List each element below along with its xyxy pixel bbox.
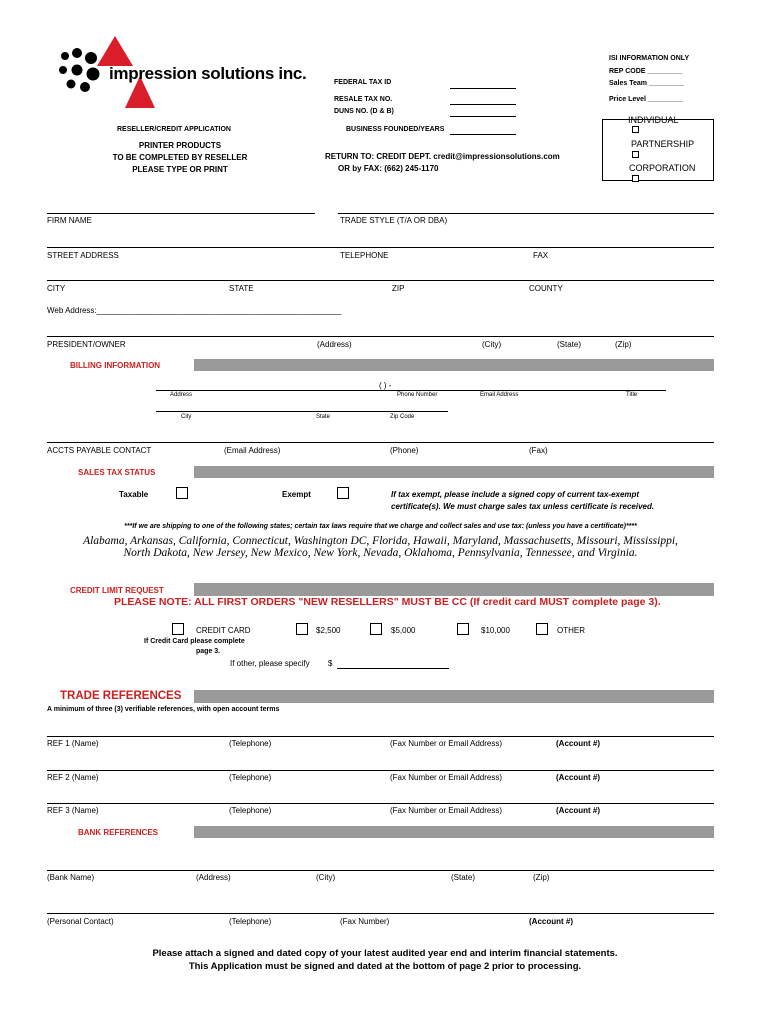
cc-note-1: If Credit Card please complete bbox=[144, 638, 245, 645]
billing-city-field[interactable] bbox=[156, 411, 448, 412]
form-subtitle bbox=[80, 140, 280, 176]
accts-payable-label: ACCTS PAYABLE CONTACT bbox=[47, 446, 152, 455]
street-address-label: STREET ADDRESS bbox=[47, 251, 119, 260]
credit-2500-label: $2,500 bbox=[316, 626, 341, 635]
bank-state-label: (State) bbox=[451, 873, 476, 882]
ref-3-name: REF 3 (Name) bbox=[47, 806, 99, 815]
corporation-label: CORPORATION bbox=[629, 163, 696, 173]
bank-refs-heading: BANK REFERENCES bbox=[78, 828, 159, 837]
bank-zip-label: (Zip) bbox=[533, 873, 550, 882]
business-founded-field[interactable] bbox=[450, 134, 516, 135]
bank-fax-label: (Fax Number) bbox=[340, 917, 390, 926]
taxable-checkbox[interactable] bbox=[176, 487, 188, 499]
credit-5000-label: $5,000 bbox=[391, 626, 416, 635]
subtitle-line-1: PRINTER PRODUCTS bbox=[138, 141, 222, 150]
state-label: STATE bbox=[229, 284, 254, 293]
ref-1-account: (Account #) bbox=[556, 739, 600, 748]
ref-3-fax: (Fax Number or Email Address) bbox=[390, 806, 503, 815]
bank-city-label: (City) bbox=[316, 873, 336, 882]
trade-style-field[interactable] bbox=[338, 213, 714, 214]
return-to-line-2: OR by FAX: (662) 245-1170 bbox=[338, 164, 439, 173]
resale-tax-label: RESALE TAX NO. bbox=[334, 96, 393, 103]
billing-heading-bar bbox=[194, 359, 714, 371]
trade-refs-heading-bar bbox=[194, 690, 714, 703]
ref-2-phone: (Telephone) bbox=[229, 773, 272, 782]
sales-tax-heading-bar bbox=[194, 466, 714, 478]
president-zip-label: (Zip) bbox=[615, 340, 632, 349]
billing-phone-field[interactable]: ( ) - bbox=[379, 381, 392, 390]
credit-5000-checkbox[interactable] bbox=[370, 623, 382, 635]
taxable-label: Taxable bbox=[119, 490, 149, 499]
president-owner-label: PRESIDENT/OWNER bbox=[47, 340, 126, 349]
president-city-label: (City) bbox=[482, 340, 502, 349]
business-founded-label: BUSINESS FOUNDED/YEARS bbox=[346, 126, 445, 133]
isi-info-title: ISI INFORMATION ONLY bbox=[609, 55, 690, 62]
footer-line-2: This Application must be signed and dated at the bottom of page 2 prior to processing. bbox=[188, 961, 582, 972]
partnership-checkbox[interactable] bbox=[632, 151, 639, 158]
states-list-2: North Dakota, New Jersey, New Mexico, New York, Nevada, Oklahoma, Pennsylvania, Tennessee, and Virginia. bbox=[123, 547, 638, 559]
federal-tax-id-label: FEDERAL TAX ID bbox=[334, 79, 392, 86]
personal-contact-field[interactable] bbox=[47, 913, 714, 914]
credit-other-label: OTHER bbox=[557, 626, 585, 635]
individual-label: INDIVIDUAL bbox=[628, 115, 679, 125]
bank-refs-heading-bar bbox=[194, 826, 714, 838]
ref-1-name: REF 1 (Name) bbox=[47, 739, 99, 748]
tax-exempt-note-2: certificate(s). We must charge sales tax unless certificate is received. bbox=[391, 502, 655, 511]
billing-email-label: Email Address bbox=[480, 392, 519, 398]
price-level-field[interactable]: Price Level _________ bbox=[609, 96, 683, 103]
credit-2500-checkbox[interactable] bbox=[296, 623, 308, 635]
sales-tax-heading: SALES TAX STATUS bbox=[78, 468, 156, 477]
bank-account-label: (Account #) bbox=[529, 917, 573, 926]
subtitle-line-3: PLEASE TYPE OR PRINT bbox=[132, 165, 228, 174]
trade-refs-subtitle: A minimum of three (3) verifiable references, with open account terms bbox=[47, 706, 280, 713]
trade-refs-heading: TRADE REFERENCES bbox=[60, 690, 182, 702]
city-field[interactable] bbox=[47, 280, 714, 281]
ref-3-phone: (Telephone) bbox=[229, 806, 272, 815]
ref-3-account: (Account #) bbox=[556, 806, 600, 815]
duns-field[interactable] bbox=[450, 116, 516, 117]
federal-tax-id-field[interactable] bbox=[450, 88, 516, 89]
return-to-line-1: RETURN TO: CREDIT DEPT. credit@impressionsolutions.com bbox=[325, 152, 560, 161]
billing-title-label: Title bbox=[626, 392, 638, 398]
billing-address-field[interactable] bbox=[156, 390, 666, 391]
telephone-label: TELEPHONE bbox=[340, 251, 389, 260]
ref-2-fax: (Fax Number or Email Address) bbox=[390, 773, 503, 782]
individual-checkbox[interactable] bbox=[632, 126, 639, 133]
president-state-label: (State) bbox=[557, 340, 582, 349]
bank-telephone-label: (Telephone) bbox=[229, 917, 272, 926]
trade-style-label: TRADE STYLE (T/A OR DBA) bbox=[340, 216, 448, 225]
ref-2-name: REF 2 (Name) bbox=[47, 773, 99, 782]
fax-label: FAX bbox=[533, 251, 549, 260]
resale-tax-field[interactable] bbox=[450, 104, 516, 105]
bank-name-field[interactable] bbox=[47, 870, 714, 871]
company-logo bbox=[55, 36, 307, 108]
billing-phone-number-label: Phone Number bbox=[397, 392, 438, 398]
billing-zip-label: Zip Code bbox=[390, 414, 415, 420]
web-address-field[interactable]: Web Address:_______________________________________________________ bbox=[47, 306, 342, 315]
credit-10000-label: $10,000 bbox=[481, 626, 510, 635]
ref-2-account: (Account #) bbox=[556, 773, 600, 782]
footer-line-1: Please attach a signed and dated copy of your latest audited year end and interim financial statements. bbox=[152, 948, 618, 959]
credit-note: PLEASE NOTE: ALL FIRST ORDERS "NEW RESELLERS" MUST BE CC (If credit card MUST complete page 3). bbox=[114, 596, 661, 608]
county-label: COUNTY bbox=[529, 284, 563, 293]
duns-label: DUNS NO. (D & B) bbox=[334, 108, 394, 115]
credit-card-label: CREDIT CARD bbox=[196, 626, 251, 635]
accts-payable-field[interactable] bbox=[47, 442, 714, 443]
dollar-sign: $ bbox=[328, 659, 333, 668]
president-owner-field[interactable] bbox=[47, 336, 714, 337]
zip-label: ZIP bbox=[392, 284, 405, 293]
rep-code-field[interactable]: REP CODE _________ bbox=[609, 68, 683, 75]
credit-card-checkbox[interactable] bbox=[172, 623, 184, 635]
billing-address-label: Address bbox=[170, 392, 193, 398]
ref-2-field[interactable] bbox=[47, 770, 714, 771]
credit-limit-heading: CREDIT LIMIT REQUEST bbox=[70, 586, 164, 595]
credit-other-checkbox[interactable] bbox=[536, 623, 548, 635]
states-intro: ***If we are shipping to one of the following states; certain tax laws require that we charge and collect sales and use tax: (unless you have a certificate)**** bbox=[124, 523, 637, 530]
if-other-label: If other, please specify bbox=[230, 659, 310, 668]
partnership-label: PARTNERSHIP bbox=[631, 139, 695, 149]
cc-note-2: page 3. bbox=[196, 648, 221, 655]
firm-name-field[interactable] bbox=[47, 213, 315, 214]
other-amount-field[interactable] bbox=[337, 668, 449, 669]
billing-state-label: State bbox=[316, 414, 331, 420]
exempt-checkbox[interactable] bbox=[337, 487, 349, 499]
exempt-label: Exempt bbox=[282, 490, 311, 499]
states-list-1: Alabama, Arkansas, California, Connecticut, Washington DC, Florida, Hawaii, Maryland, Massachusetts, Missouri, Mississippi, bbox=[83, 535, 678, 547]
personal-contact-label: (Personal Contact) bbox=[47, 917, 114, 926]
credit-limit-heading-bar bbox=[194, 583, 714, 596]
bank-address-label: (Address) bbox=[196, 873, 231, 882]
subtitle-line-2: TO BE COMPLETED BY RESELLER bbox=[112, 153, 248, 162]
credit-10000-checkbox[interactable] bbox=[457, 623, 469, 635]
city-label: CITY bbox=[47, 284, 66, 293]
accts-phone-label: (Phone) bbox=[390, 446, 419, 455]
ref-1-field[interactable] bbox=[47, 736, 714, 737]
tax-exempt-note-1: If tax exempt, please include a signed copy of current tax-exempt bbox=[391, 490, 640, 499]
company-name: impression solutions inc. bbox=[109, 64, 307, 83]
accts-email-label: (Email Address) bbox=[224, 446, 281, 455]
corporation-checkbox[interactable] bbox=[632, 175, 639, 182]
sales-team-field[interactable]: Sales Team _________ bbox=[609, 80, 684, 87]
billing-city-label: City bbox=[181, 414, 192, 420]
ref-3-field[interactable] bbox=[47, 803, 714, 804]
street-address-field[interactable] bbox=[47, 247, 714, 248]
bank-name-label: (Bank Name) bbox=[47, 873, 95, 882]
ref-1-phone: (Telephone) bbox=[229, 739, 272, 748]
president-address-label: (Address) bbox=[317, 340, 352, 349]
firm-name-label: FIRM NAME bbox=[47, 216, 92, 225]
billing-heading: BILLING INFORMATION bbox=[70, 361, 161, 370]
accts-fax-label: (Fax) bbox=[529, 446, 548, 455]
ref-1-fax: (Fax Number or Email Address) bbox=[390, 739, 503, 748]
application-title: RESELLER/CREDIT APPLICATION bbox=[117, 126, 231, 133]
